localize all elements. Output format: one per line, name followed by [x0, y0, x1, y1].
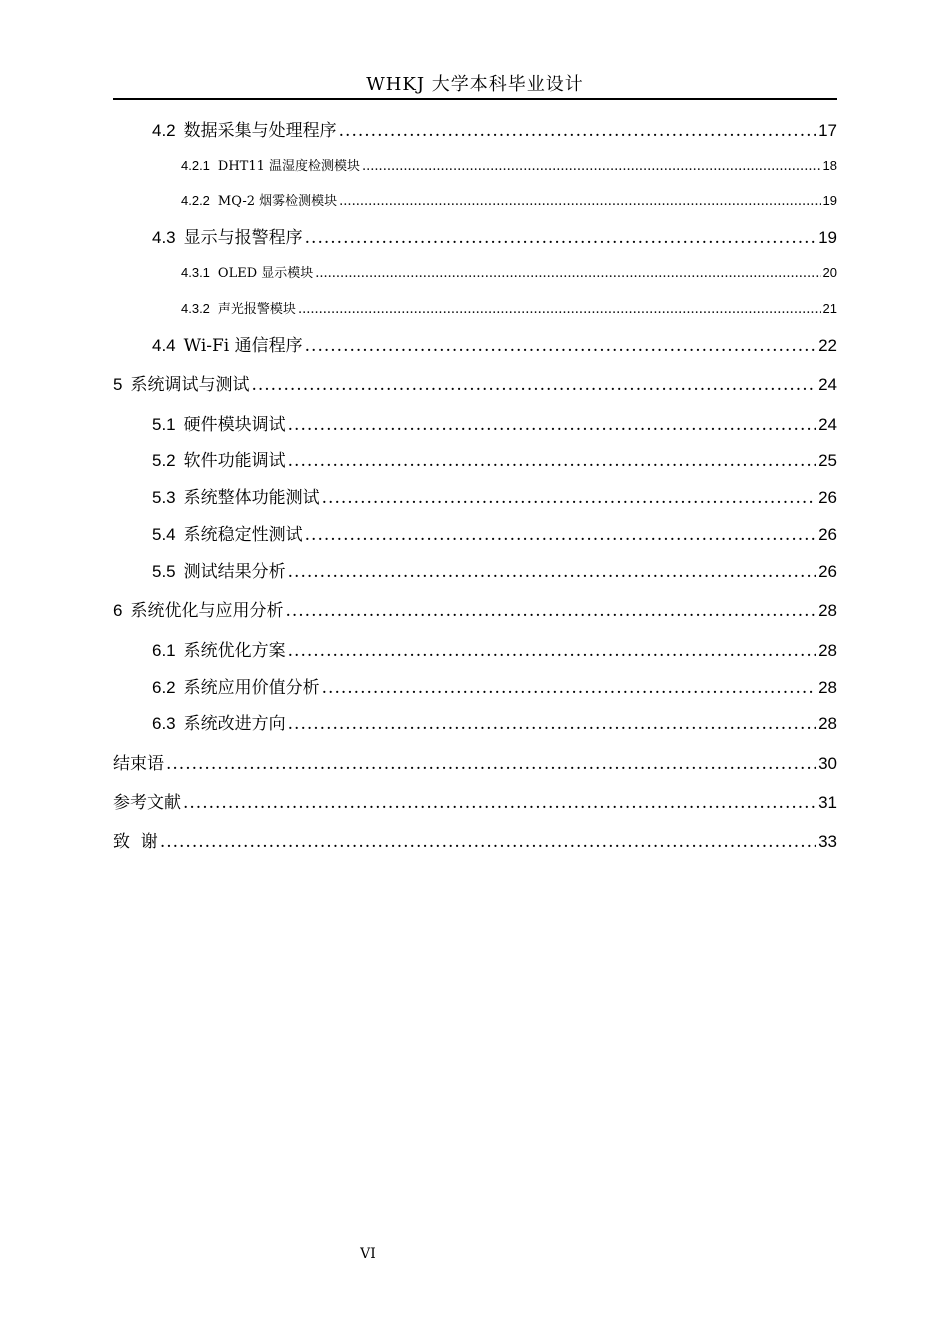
toc-entry-number: 6.3 — [152, 714, 176, 733]
toc-entry-page: 28 — [818, 678, 837, 697]
toc-entry-title: MQ-2 烟雾检测模块 — [217, 194, 338, 209]
toc-entry-number: 6.2 — [152, 678, 176, 697]
toc-entry-number: 5 — [113, 375, 123, 394]
toc-entry-4-3-1[interactable] — [181, 262, 837, 281]
toc-entry-title: 系统调试与测试 — [130, 375, 250, 395]
toc-leader-dots — [322, 678, 816, 698]
toc-entry-5-2[interactable] — [152, 446, 837, 471]
toc-entry-6-2[interactable] — [152, 673, 837, 698]
toc-entry-page: 22 — [818, 336, 837, 355]
toc-entry-title: 系统整体功能测试 — [183, 488, 320, 508]
toc-leader-dots — [288, 415, 816, 435]
toc-entry-page: 25 — [818, 451, 837, 470]
toc-entry-title: DHT11 温湿度检测模块 — [217, 159, 361, 174]
toc-entry-page: 31 — [818, 793, 837, 812]
toc-entry-page: 19 — [822, 193, 837, 208]
toc-entry-title: 结束语 — [113, 754, 164, 774]
toc-leader-dots — [288, 714, 816, 734]
toc-entry-conclusion[interactable] — [113, 749, 837, 774]
toc-leader-dots — [288, 451, 816, 471]
toc-leader-dots — [362, 159, 821, 174]
toc-leader-dots — [315, 266, 820, 281]
toc-entry-5-1[interactable] — [152, 410, 837, 435]
toc-entry-5-4[interactable] — [152, 520, 837, 545]
toc-entry-number: 5.3 — [152, 488, 176, 507]
toc-entry-4-2-2[interactable] — [181, 190, 837, 209]
toc-leader-dots — [305, 525, 816, 545]
toc-entry-number: 4.3 — [152, 228, 176, 247]
toc-leader-dots — [322, 488, 816, 508]
toc-entry-4-4[interactable] — [152, 331, 837, 356]
toc-entry-page: 21 — [822, 301, 837, 316]
toc-entry-5-3[interactable] — [152, 483, 837, 508]
page-number: VI — [360, 1246, 376, 1262]
toc-entry-page: 18 — [822, 158, 837, 173]
toc-entry-acknowledgements[interactable] — [113, 827, 837, 852]
toc-entry-title: 测试结果分析 — [183, 562, 286, 582]
toc-entry-title: 数据采集与处理程序 — [183, 121, 337, 141]
toc-entry-page: 17 — [818, 121, 837, 140]
toc-entry-title: 致 谢 — [113, 832, 158, 852]
toc-leader-dots — [298, 302, 821, 317]
toc-entry-page: 33 — [818, 832, 837, 851]
toc-entry-page: 26 — [818, 525, 837, 544]
toc-entry-page: 28 — [818, 601, 837, 620]
toc-entry-page: 26 — [818, 562, 837, 581]
toc-entry-title: 系统优化与应用分析 — [130, 601, 284, 621]
toc-entry-page: 28 — [818, 714, 837, 733]
toc-entry-number: 4.3.2 — [181, 301, 210, 316]
toc-entry-4-2-1[interactable] — [181, 155, 837, 174]
toc-entry-title: 显示与报警程序 — [183, 228, 303, 248]
toc-entry-6-1[interactable] — [152, 636, 837, 661]
toc-entry-references[interactable] — [113, 788, 837, 813]
toc-entry-6-3[interactable] — [152, 709, 837, 734]
toc-entry-title: OLED 显示模块 — [217, 266, 314, 281]
toc-entry-page: 28 — [818, 641, 837, 660]
toc-entry-title: 系统稳定性测试 — [183, 525, 303, 545]
toc-entry-title: 声光报警模块 — [217, 302, 296, 317]
toc-entry-page: 19 — [818, 228, 837, 247]
page-header-title: WHKJ 大学本科毕业设计 — [366, 74, 584, 95]
toc-leader-dots — [288, 562, 816, 582]
toc-entry-4-3-2[interactable] — [181, 298, 837, 317]
toc-entry-page: 30 — [818, 754, 837, 773]
toc-entry-page: 20 — [822, 265, 837, 280]
toc-entry-4-2[interactable] — [152, 116, 837, 141]
toc-entry-5[interactable] — [113, 370, 837, 395]
toc-entry-page: 26 — [818, 488, 837, 507]
toc-entry-number: 4.4 — [152, 336, 176, 355]
toc-entry-number: 4.2.2 — [181, 193, 210, 208]
toc-entry-number: 5.2 — [152, 451, 176, 470]
toc-leader-dots — [251, 375, 816, 395]
toc-leader-dots — [339, 194, 820, 209]
toc-leader-dots — [339, 121, 816, 141]
toc-entry-title: 系统改进方向 — [183, 714, 286, 734]
toc-entry-number: 6.1 — [152, 641, 176, 660]
toc-leader-dots — [288, 641, 816, 661]
toc-leader-dots — [160, 832, 816, 852]
toc-entry-page: 24 — [818, 375, 837, 394]
toc-entry-number: 5.5 — [152, 562, 176, 581]
toc-entry-number: 4.2 — [152, 121, 176, 140]
toc-entry-title: 系统应用价值分析 — [183, 678, 320, 698]
toc-entry-6[interactable] — [113, 596, 837, 621]
toc-leader-dots — [166, 754, 816, 774]
toc-entry-5-5[interactable] — [152, 557, 837, 582]
toc-entry-number: 5.1 — [152, 415, 176, 434]
toc-leader-dots — [305, 336, 816, 356]
toc-entry-number: 5.4 — [152, 525, 176, 544]
toc-leader-dots — [183, 793, 816, 813]
toc-entry-number: 4.2.1 — [181, 158, 210, 173]
toc-leader-dots — [305, 228, 816, 248]
toc-entry-number: 4.3.1 — [181, 265, 210, 280]
toc-entry-4-3[interactable] — [152, 223, 837, 248]
toc-entry-title: 参考文献 — [113, 793, 181, 813]
toc-leader-dots — [285, 601, 816, 621]
toc-entry-number: 6 — [113, 601, 123, 620]
toc-entry-title: 软件功能调试 — [183, 451, 286, 471]
toc-entry-title: 硬件模块调试 — [183, 415, 286, 435]
toc-entry-title: Wi-Fi 通信程序 — [183, 336, 303, 356]
toc-entry-title: 系统优化方案 — [183, 641, 286, 661]
toc-entry-page: 24 — [818, 415, 837, 434]
